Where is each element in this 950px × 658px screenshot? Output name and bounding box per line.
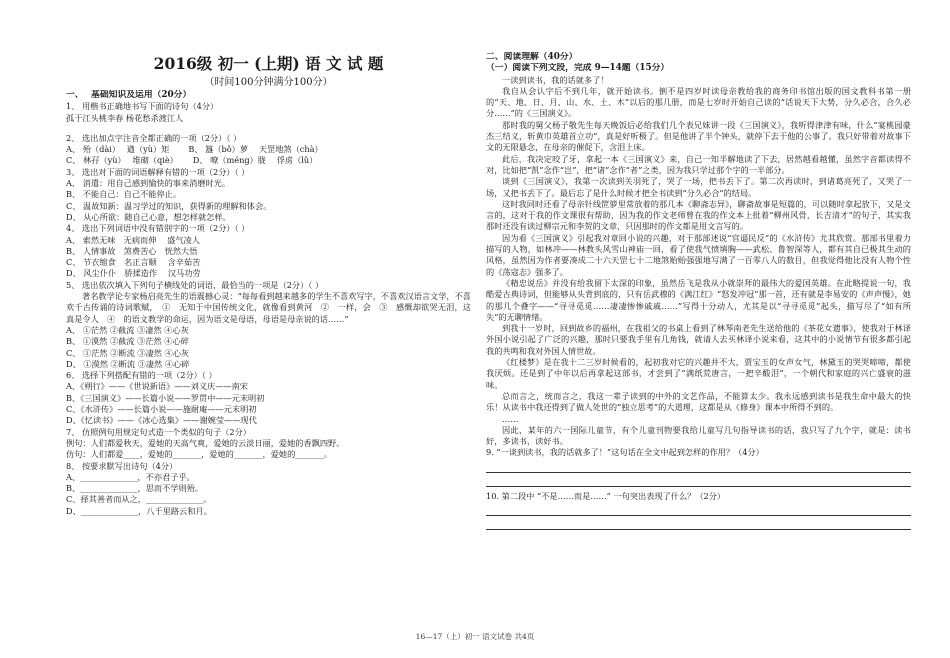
question-1-poem: 孤于江头桃李春 杨花愁杀渡江人 (66, 112, 184, 123)
answer-line[interactable] (486, 459, 911, 473)
question-5-option-a: A、 ①茫然 ②截流 ③凄然 ④心灰 (66, 324, 189, 335)
question-7-fill: 仿句：人们都爱____，爱她的_______，爱她的_______，爱她的_______。 (66, 449, 333, 460)
passage-paragraph: 《精忠说岳》并没有给我留下太深的印象，虽然岳飞是我从小就崇拜的最伟大的爱国英雄。在此略提说一句，我酷爱古典诗词，但能够从头背到底的，只有岳武穆的《满江红》“怒发冲冠”那一首，还有就是李易安的《声声慢》，她的那几个叠字——“寻寻觅觅……凄凄惨惨戚戚……”写得十分动人，尤其是以“寻寻觅觅”起头，描写尽了“如有所失”的无聊情绪。 (486, 277, 911, 322)
question-2: 2、 选出加点字注音全都正确的一项（2分）（ ） (66, 132, 242, 143)
question-3: 3、 选出对下面的词语解释有错的一项（2分）（ ） (66, 166, 250, 177)
question-6-option-a: A、《朔行》——《世说新语》——刘义庆——南宋 (66, 381, 248, 392)
question-5-option-c: C、 ①茫然 ②断流 ③凄然 ④心灰 (66, 347, 190, 358)
question-6-option-b: B、《三国演义》——长篇小说——罗贯中——元末明初 (66, 392, 265, 403)
passage-paragraph: 因为看《三国演义》引起我对章回小说的兴趣，对于那部述说“官逼民反”的《水浒传》尤其欣赏。那部书里着力描写的人物，如林冲——林教头风雪山神庙一回，看了使我气愤填胸——武松、鲁智深等人，都有其自已极其生动的风格，虽然因为作者要凑成二十六天罡七十二地煞贻贻强强地写满了一百零八人的数目，但我觉得他比没有人物个性的《荡寇志》强多了。 (486, 232, 911, 277)
passage-paragraph: 《红楼梦》是在我十二三岁时候看的，起初我对它的兴趣并不大，贾宝玉的女声女气，林黛玉的哭哭啼啼，都使我厌烦。还是到了中年以后再拿起这部书，才尝到了“满纸荒唐言，一把辛酸泪”，一个朝代和家庭的兴亡盛衰的滋味。 (486, 357, 911, 390)
question-1: 1、 用楷书正确地书写下面的诗句（4分） (66, 101, 219, 112)
question-6-option-d: D、《忆读书》——《冰心选集》——谢婉莹——现代 (66, 415, 257, 426)
question-4-option-c: C、 节衣缩食 名正言顺 含辛茹苦 (66, 257, 201, 268)
passage-paragraph: 这时我同时还看了母亲针线笸箩里常放着的那几本《聊斋志异》，聊斋故事是短篇的，可以随时拿起放下，又是文言的，这对于我的作文课很有帮助，因为我的作文老师曾在我的作文本上批着“柳州风骨，长吉清才”的句子，其实我那时还没有读过柳宗元和李贺的文章，只因那时的作文都是用文言写的。 (486, 198, 911, 232)
passage-paragraph: 此后，我决定咬了牙，拿起一本《三国演义》来，自己一知半解地读了下去，居然越看越懂，虽然字音都读得不对，比如把“凯”念作“岂”，把“诸”念作“者”之类，因为我只学过那个字的一半部分。 (486, 153, 911, 175)
question-8: 8、 按要求默写出诗句（4分） (66, 460, 178, 471)
question-7: 7、 仿照例句用规定句式造一个类似的句子（2分） (66, 426, 251, 437)
passage-title: 一读到读书，我的话就多了！ (502, 74, 609, 85)
passage-paragraph: 那时我的舅父杨子敬先生每天晚饭后必给我们几个表兄妹讲一段《三国演义》，我听得津津有味，什么“宴桃园豪杰三结义，斩黄巾英雄首立功”，真是好听极了。但是他讲了半个钟头，就停下去干他的公事了。我只好带着对故事下文的无限悬念，在母亲的催促下，含泪上床。 (486, 119, 911, 153)
question-8-blank-a: A、______________，不亦君子乎。 (66, 471, 195, 482)
passage-paragraph: 因此，某年的六一国际儿童节，有个儿童刊物要我给儿童写几句指导读书的话，我只写了九个字，就是：读书好，多读书，读好书。 (486, 424, 911, 447)
answer-line[interactable] (486, 473, 911, 487)
section-2-subheading: （一）阅读下列文段，完成 9—14题（15分） (486, 63, 670, 74)
question-2-option-cd: C、 林孖（yù） 堆砌（qiè） D、 嘹（méng）胧 俘虏（lǔ） (66, 155, 318, 166)
question-8-blank-b: B、______________，思而不学则殆。 (66, 483, 204, 494)
page-footer: 16—17（上）初一 语文试卷 共4页 (415, 632, 535, 641)
left-column (66, 0, 471, 517)
question-5: 5、 选出依次填入下列句子横线处的词语，最恰当的一项是（2分）（ ） (66, 279, 324, 290)
question-6: 6、 选择下列搭配有错的一项（2分）（ ） (66, 370, 217, 381)
question-4-option-b: B、 人情事故 煞费苦心 恍然大悟 (66, 245, 198, 256)
question-3-option-d: D、 从心所欲：随自己心意，想怎样就怎样。 (66, 211, 231, 222)
question-5-option-b: B、 ①漠然 ②截流 ③茫然 ④心碎 (66, 336, 189, 347)
question-7-example: 例句：人们都爱秋天，爱她的天高气爽，爱她的云淡日丽，爱她的香飘四野。 (66, 437, 345, 448)
answer-line[interactable] (486, 502, 911, 516)
section-2-heading: 二、阅读理解（40分） (486, 52, 578, 62)
question-8-blank-c: C、择其善者而从之，______________。 (66, 494, 212, 505)
question-5-passage: 著名教学论专家杨启亮先生的语震撼心灵：“每每看到越来越多的学生不喜欢写字，不喜欢汉语言文学，不喜欢千古传诵的诗词歌赋， ① 无知于中国传统文化，就像看到黄河 ② 一样，会 ③ 感慨却欲哭无泪，这真是令人 ④ 的语文教学的命运，因为语文是母语，母语是母亲说的话……” (66, 291, 471, 324)
question-3-option-c: C、 温故知新：温习学过的知识，获得新的理解和体会。 (66, 200, 272, 211)
section-1-heading: 一、 基础知识及运用（20分） (66, 90, 192, 100)
question-3-option-a: A、 消遣：用自己感到愉快的事来消磨时光。 (66, 178, 231, 189)
question-8-blank-d: D、______________，八千里路云和月。 (66, 505, 212, 516)
question-10: 10. 第二段中 “不是……而是……” 一句突出表现了什么？（2分） (486, 490, 726, 501)
question-4: 4、 选出下列词语中没有错别字的一项（2分）（ ） (66, 223, 250, 234)
question-4-option-d: D、 风尘仆仆 骄揉造作 汉马功劳 (66, 268, 201, 279)
passage-paragraph: 到我十一岁时，回到故乡的福州，在我祖父的书桌上看到了林琴南老先生送给他的《茶花女遗事》，使我对于林译外国小说引起了广泛的兴趣，那时只要我手里有几角钱，就请人去买林译小说来看，这其中的小说情节有很多都引起我的共鸣和我对外国人情世故。 (486, 323, 911, 356)
exam-subtitle: （时间100分钟满分100分） (204, 77, 333, 88)
answer-line[interactable] (486, 516, 911, 530)
passage-paragraph: 我自从会认字后不到几年，就开始读书。倒不是四岁时读母亲教给我的商务印书馆出版的国文教科书第一册的“天、地、日、月、山、水、土、木”以后的那几册，而是七岁时开始自己读的“话说天下大势，分久必合，合久必分……”的《三国演义》。 (486, 85, 911, 119)
question-6-option-c: C、《水浒传》——长篇小说——施耐庵——元末明初 (66, 404, 257, 415)
question-9: 9. “一谈到读书，我的话就多了！”这句话在全文中起到怎样的作用？（4分） (486, 447, 764, 458)
passage-ellipsis: …… (502, 413, 519, 424)
passage-paragraph: 总而言之，统而言之，我这一辈子读到的中外的文艺作品，不能算太少。我永远感到读书是我生命中最大的快乐！从读书中我还得到了做人处世的“独立思考”的大道理，这都是从《修身》课本中所得不到的。 (486, 390, 911, 413)
exam-title: 2016级 初一 (上期) 语 文 试 题 (153, 54, 384, 73)
question-2-option-ab: A、 殆（dài） 遒（yù）矩 B、 簋（bǒ）萝 天罡地煞（chà） (66, 144, 323, 155)
passage-paragraph: 谈到《三国演义》，我第一次读到关羽死了，哭了一场，把书丢下了。第二次再读时，到诸葛亮死了，又哭了一场，又把书丢下了。最后忘了是什么时候才把全书读到“分久必合”的结局。 (486, 176, 911, 198)
question-4-option-a: A、 索然无味 无病而伸 盛气凌人 (66, 234, 200, 245)
right-column (486, 52, 911, 530)
question-5-option-d: D、 ①漠然 ②断流 ③凄然 ④心碎 (66, 358, 190, 369)
question-3-option-b: B、 不能自己：自己不能停止。 (66, 189, 182, 200)
